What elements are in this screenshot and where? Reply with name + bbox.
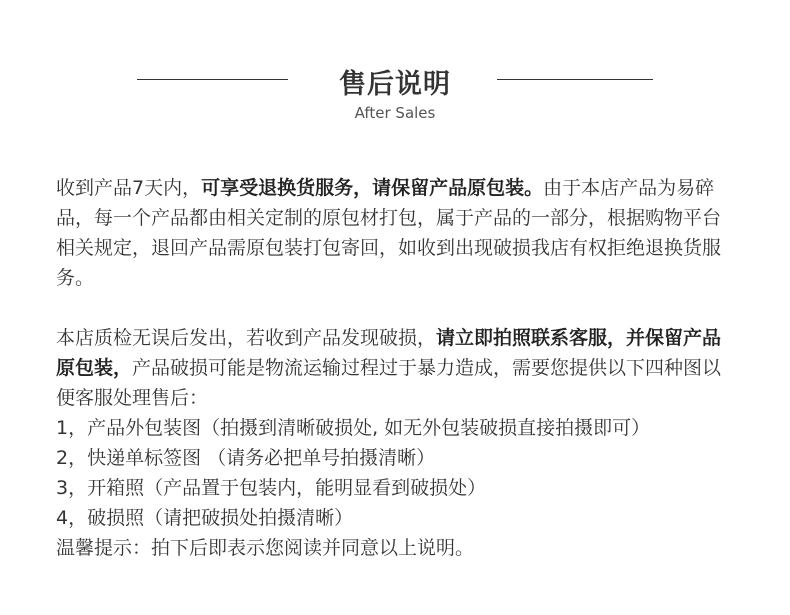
return-policy-details: 由于本店产品为易碎品，每一个产品都由相关定制的原包材打包，属于产品的一部分，根据购物平台相关规定，退回产品需原包装打包寄回，如收到出现破损我店有权拒绝退换货服务。 [56, 177, 722, 289]
damage-policy-highlight: 请立即拍照联系客服，并保留产品原包装， [56, 327, 722, 379]
damage-policy-details: 产品破损可能是物流运输过程过于暴力造成，需要您提供以下四种图以便客服处理售后： [56, 357, 722, 409]
damage-policy-paragraph [56, 323, 738, 413]
after-sales-content [56, 173, 738, 563]
page-title: 售后说明 [339, 69, 451, 100]
return-policy-highlight: 可享受退换货服务，请保留产品原包装。 [201, 177, 544, 199]
damage-policy-intro: 本店质检无误后发出，若收到产品发现破损， [56, 327, 437, 349]
warm-tip: 温馨提示：拍下后即表示您阅读并同意以上说明。 [56, 537, 475, 559]
return-policy-paragraph [56, 173, 738, 293]
list-item: 3，开箱照（产品置于包装内，能明显看到破损处） [56, 477, 487, 499]
list-item: 2，快递单标签图 （请务必把单号拍摄清晰） [56, 447, 436, 469]
list-item: 4，破损照（请把破损处拍摄清晰） [56, 507, 354, 529]
list-item: 1，产品外包装图（拍摄到清晰破损处, 如无外包装破损直接拍摄即可） [56, 417, 651, 439]
required-photos-list [56, 413, 738, 533]
page-subtitle: After Sales [354, 104, 436, 122]
return-policy-intro: 收到产品7天内， [56, 177, 202, 199]
section-header [0, 58, 790, 128]
